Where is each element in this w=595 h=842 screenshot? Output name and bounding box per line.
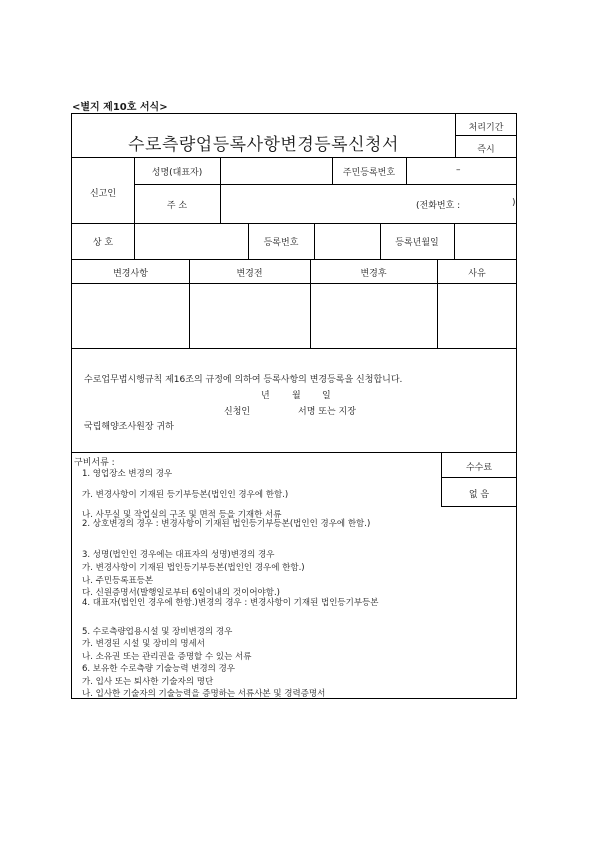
addressee: 국립해양조사원장 귀하 — [84, 422, 174, 432]
fee-label: 수수료 — [465, 463, 493, 473]
after-change-header: 변경후 — [360, 269, 387, 279]
document-item: 가. 입사 또는 퇴사한 기술자의 명단 — [82, 677, 214, 687]
date-year-label: 년 — [261, 391, 270, 401]
trade-name-field[interactable] — [134, 224, 248, 258]
document-item: 나. 주민등록표등본 — [82, 576, 154, 586]
date-month-label: 월 — [292, 391, 301, 401]
document-item: 가. 변경된 시설 및 장비의 명세서 — [82, 639, 205, 649]
document-item: 2. 상호변경의 경우 : 변경사항이 기재된 법인등기부등본(법인인 경우에 한함.) — [82, 519, 371, 529]
required-documents-title: 구비서류 : — [74, 458, 115, 468]
reason-field[interactable] — [438, 284, 516, 347]
before-change-header: 변경전 — [236, 269, 263, 279]
date-day-label: 일 — [322, 391, 331, 401]
before-change-field[interactable] — [190, 284, 309, 347]
phone-label: (전화번호 : — [416, 201, 461, 211]
address-field[interactable] — [220, 185, 516, 222]
document-item: 나. 소유권 또는 관리권을 증명할 수 있는 서류 — [82, 652, 252, 662]
registration-date-label: 등록년월일 — [395, 238, 439, 248]
registration-number-field[interactable] — [314, 224, 380, 258]
fee-row-divider — [441, 477, 517, 478]
declaration-statement: 수로업무법시행규칙 제16조의 규정에 의하여 등록사항의 변경등록을 신청합니다. — [84, 375, 403, 385]
signature-or-seal-label: 서명 또는 지장 — [298, 407, 356, 417]
document-item: 가. 변경사항이 기재된 등기부등본(법인인 경우에 한함.) — [82, 490, 289, 500]
fee-bottom-divider — [441, 506, 517, 507]
address-label: 주 소 — [166, 201, 188, 211]
change-item-header: 변경사항 — [113, 269, 148, 279]
after-change-field[interactable] — [311, 284, 436, 347]
document-item: 나. 사무실 및 작업실의 구조 및 면적 등을 기재한 서류 — [82, 510, 282, 520]
row-divider — [72, 452, 517, 453]
form-number-label: <별지 제10호 서식> — [72, 102, 168, 113]
processing-period-label: 처리기간 — [468, 123, 504, 133]
application-form — [71, 113, 517, 699]
phone-close-paren: ) — [512, 198, 516, 208]
form-title: 수로측량업등록사항변경등록신청서 — [128, 135, 399, 155]
name-field[interactable] — [220, 158, 330, 183]
row-divider — [72, 348, 517, 349]
applicant-group-label: 신고인 — [89, 189, 117, 199]
document-item: 3. 성명(법인인 경우에는 대표자의 성명)변경의 경우 — [82, 550, 275, 560]
document-item: 가. 변경사항이 기재된 법인등기부등본(법인인 경우에 한함.) — [82, 563, 305, 573]
trade-name-label: 상 호 — [92, 238, 114, 248]
document-item: 5. 수로측량업용시설 및 장비변경의 경우 — [82, 627, 233, 637]
change-item-field[interactable] — [73, 284, 188, 347]
rrn-field[interactable] — [406, 158, 516, 183]
registration-date-field[interactable] — [454, 224, 516, 258]
applicant-signature-label: 신청인 — [224, 407, 251, 417]
row-divider — [72, 259, 517, 260]
rrn-dash: – — [456, 165, 461, 175]
name-label: 성명(대표자) — [151, 168, 203, 178]
reason-header: 사유 — [468, 269, 486, 279]
rrn-label: 주민등록번호 — [342, 168, 396, 178]
processing-period-value: 즉시 — [477, 145, 495, 155]
document-item: 나. 입사한 기술자의 기술능력을 증명하는 서류사본 및 경력증명서 — [82, 689, 326, 699]
document-item: 4. 대표자(법인인 경우에 한함.)변경의 경우 : 변경사항이 기재된 법인등기부등본 — [82, 598, 379, 608]
document-item: 1. 영업장소 변경의 경우 — [82, 469, 173, 479]
processing-divider — [455, 135, 517, 136]
registration-number-label: 등록번호 — [263, 238, 299, 248]
fee-value: 없 음 — [468, 490, 490, 500]
document-item: 다. 신원증명서(발행일로부터 6일이내의 것이어야함.) — [82, 588, 280, 598]
document-item: 6. 보유한 수로측량 기술능력 변경의 경우 — [82, 664, 235, 674]
